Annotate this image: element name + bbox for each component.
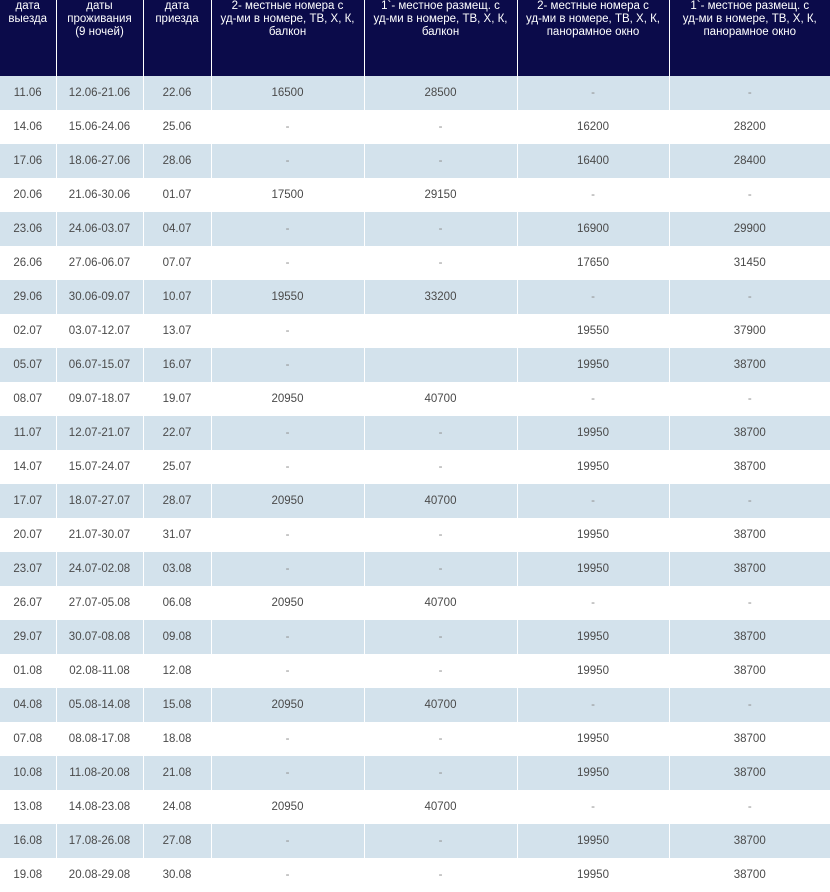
table-cell: 23.06: [0, 212, 56, 246]
table-cell: 30.07-08.08: [56, 620, 143, 654]
table-cell: 31450: [669, 246, 830, 280]
table-cell: 19950: [517, 824, 669, 858]
table-cell: -: [364, 144, 517, 178]
table-cell: 20950: [211, 484, 364, 518]
table-cell: 04.07: [143, 212, 211, 246]
table-cell: 07.07: [143, 246, 211, 280]
table-cell: -: [364, 756, 517, 790]
table-cell: 18.07-27.07: [56, 484, 143, 518]
table-cell: -: [517, 382, 669, 416]
table-cell: -: [211, 314, 364, 348]
table-row: [0, 484, 830, 518]
table-cell: 40700: [364, 688, 517, 722]
table-cell: 15.06-24.06: [56, 110, 143, 144]
table-cell: 14.07: [0, 450, 56, 484]
column-header: даты проживания (9 ночей): [56, 0, 143, 76]
table-cell: 06.07-15.07: [56, 348, 143, 382]
table-cell: 19950: [517, 518, 669, 552]
table-cell: 26.07: [0, 586, 56, 620]
table-cell: 05.07: [0, 348, 56, 382]
column-header: 2- местные номера с уд-ми в номере, ТВ, Х, К, панорамное окно: [517, 0, 669, 76]
table-row: [0, 382, 830, 416]
table-cell: 40700: [364, 484, 517, 518]
table-cell: 38700: [669, 824, 830, 858]
table-cell: 12.07-21.07: [56, 416, 143, 450]
table-cell: 21.07-30.07: [56, 518, 143, 552]
table-cell: 29900: [669, 212, 830, 246]
table-cell: 33200: [364, 280, 517, 314]
table-cell: 04.08: [0, 688, 56, 722]
table-cell: 24.07-02.08: [56, 552, 143, 586]
table-cell: 16.07: [143, 348, 211, 382]
table-cell: -: [211, 858, 364, 892]
table-cell: 19550: [211, 280, 364, 314]
table-cell: -: [211, 144, 364, 178]
table-cell: -: [517, 586, 669, 620]
table-cell: -: [669, 790, 830, 824]
table-cell: 25.06: [143, 110, 211, 144]
column-header: дата приезда: [143, 0, 211, 76]
table-cell: 29.07: [0, 620, 56, 654]
table-cell: 19950: [517, 552, 669, 586]
table-cell: -: [669, 382, 830, 416]
table-row: [0, 722, 830, 756]
table-cell: 26.06: [0, 246, 56, 280]
table-cell: 38700: [669, 416, 830, 450]
table-cell: -: [211, 246, 364, 280]
table-cell: -: [517, 178, 669, 212]
table-cell: 38700: [669, 756, 830, 790]
table-cell: 19.08: [0, 858, 56, 892]
table-row: [0, 178, 830, 212]
table-cell: 27.06-06.07: [56, 246, 143, 280]
table-cell: 28500: [364, 76, 517, 110]
table-cell: -: [364, 246, 517, 280]
table-cell: 38700: [669, 654, 830, 688]
table-cell: 01.07: [143, 178, 211, 212]
table-cell: -: [364, 722, 517, 756]
table-cell: 08.08-17.08: [56, 722, 143, 756]
table-cell: 19950: [517, 450, 669, 484]
table-row: [0, 858, 830, 892]
table-row: [0, 314, 830, 348]
table-cell: 19950: [517, 858, 669, 892]
header-row: [0, 0, 830, 76]
table-cell: -: [669, 586, 830, 620]
column-header: 1`- местное размещ. с уд-ми в номере, ТВ, Х, К, панорамное окно: [669, 0, 830, 76]
table-cell: 01.08: [0, 654, 56, 688]
table-row: [0, 790, 830, 824]
table-row: [0, 586, 830, 620]
table-cell: 12.06-21.06: [56, 76, 143, 110]
table-cell: -: [211, 348, 364, 382]
table-cell: 16900: [517, 212, 669, 246]
table-cell: 14.06: [0, 110, 56, 144]
table-body: [0, 76, 830, 892]
table-cell: 05.08-14.08: [56, 688, 143, 722]
table-cell: 12.08: [143, 654, 211, 688]
table-cell: 21.08: [143, 756, 211, 790]
table-cell: 20.08-29.08: [56, 858, 143, 892]
table-cell: 28.07: [143, 484, 211, 518]
table-cell: 19950: [517, 756, 669, 790]
table-cell: -: [669, 484, 830, 518]
table-cell: 20950: [211, 382, 364, 416]
table-cell: -: [364, 552, 517, 586]
table-cell: 29.06: [0, 280, 56, 314]
table-cell: 17500: [211, 178, 364, 212]
table-row: [0, 824, 830, 858]
table-cell: -: [364, 416, 517, 450]
table-row: [0, 212, 830, 246]
table-row: [0, 416, 830, 450]
table-cell: 22.06: [143, 76, 211, 110]
table-cell: -: [211, 824, 364, 858]
table-cell: 27.07-05.08: [56, 586, 143, 620]
table-cell: 27.08: [143, 824, 211, 858]
table-cell: 38700: [669, 620, 830, 654]
table-cell: [364, 314, 517, 348]
table-cell: 28.06: [143, 144, 211, 178]
table-row: [0, 620, 830, 654]
table-cell: 20.07: [0, 518, 56, 552]
table-cell: 10.08: [0, 756, 56, 790]
table-cell: 22.07: [143, 416, 211, 450]
table-cell: 19950: [517, 416, 669, 450]
table-cell: -: [211, 450, 364, 484]
table-cell: -: [211, 518, 364, 552]
table-cell: 13.07: [143, 314, 211, 348]
table-cell: 23.07: [0, 552, 56, 586]
table-cell: -: [364, 824, 517, 858]
table-cell: 16.08: [0, 824, 56, 858]
table-cell: 40700: [364, 382, 517, 416]
table-cell: 28200: [669, 110, 830, 144]
table-cell: 10.07: [143, 280, 211, 314]
table-cell: 30.08: [143, 858, 211, 892]
table-cell: 17650: [517, 246, 669, 280]
table-cell: 20950: [211, 688, 364, 722]
table-cell: 09.08: [143, 620, 211, 654]
table-row: [0, 144, 830, 178]
table-cell: 15.07-24.07: [56, 450, 143, 484]
table-cell: 31.07: [143, 518, 211, 552]
table-cell: -: [211, 110, 364, 144]
table-cell: -: [364, 654, 517, 688]
table-cell: 19950: [517, 722, 669, 756]
table-cell: 38700: [669, 348, 830, 382]
table-cell: 09.07-18.07: [56, 382, 143, 416]
table-cell: 20950: [211, 790, 364, 824]
table-row: [0, 76, 830, 110]
column-header: 2- местные номера с уд-ми в номере, ТВ, Х, К, балкон: [211, 0, 364, 76]
table-cell: 14.08-23.08: [56, 790, 143, 824]
table-cell: 20950: [211, 586, 364, 620]
table-cell: 08.07: [0, 382, 56, 416]
table-cell: 20.06: [0, 178, 56, 212]
table-cell: -: [211, 416, 364, 450]
table-cell: -: [669, 76, 830, 110]
table-cell: -: [364, 212, 517, 246]
table-cell: 19950: [517, 654, 669, 688]
table-cell: 11.06: [0, 76, 56, 110]
table-cell: 40700: [364, 790, 517, 824]
table-cell: -: [211, 756, 364, 790]
table-cell: [364, 348, 517, 382]
table-cell: 19550: [517, 314, 669, 348]
table-cell: 16400: [517, 144, 669, 178]
table-cell: 03.08: [143, 552, 211, 586]
table-row: [0, 450, 830, 484]
table-cell: 11.08-20.08: [56, 756, 143, 790]
table-row: [0, 552, 830, 586]
table-cell: 11.07: [0, 416, 56, 450]
table-cell: 21.06-30.06: [56, 178, 143, 212]
table-row: [0, 688, 830, 722]
table-cell: -: [211, 212, 364, 246]
table-cell: 38700: [669, 552, 830, 586]
table-cell: -: [211, 722, 364, 756]
table-cell: 24.06-03.07: [56, 212, 143, 246]
table-cell: 28400: [669, 144, 830, 178]
table-cell: -: [669, 178, 830, 212]
table-cell: -: [364, 858, 517, 892]
table-cell: -: [517, 790, 669, 824]
table-cell: -: [364, 110, 517, 144]
table-row: [0, 280, 830, 314]
table-cell: -: [517, 76, 669, 110]
table-cell: 38700: [669, 518, 830, 552]
table-cell: 19950: [517, 620, 669, 654]
table-cell: 19.07: [143, 382, 211, 416]
table-cell: -: [517, 484, 669, 518]
table-row: [0, 518, 830, 552]
table-cell: -: [364, 518, 517, 552]
table-cell: 18.08: [143, 722, 211, 756]
table-cell: 18.06-27.06: [56, 144, 143, 178]
table-cell: 19950: [517, 348, 669, 382]
column-header: дата выезда: [0, 0, 56, 76]
table-cell: -: [517, 280, 669, 314]
table-cell: -: [211, 620, 364, 654]
table-row: [0, 348, 830, 382]
table-cell: 24.08: [143, 790, 211, 824]
table-cell: -: [364, 450, 517, 484]
table-cell: 38700: [669, 450, 830, 484]
table-cell: 30.06-09.07: [56, 280, 143, 314]
table-cell: 02.08-11.08: [56, 654, 143, 688]
table-cell: -: [517, 688, 669, 722]
table-cell: -: [211, 552, 364, 586]
table-header: [0, 0, 830, 76]
table-cell: 07.08: [0, 722, 56, 756]
column-header: 1`- местное размещ. с уд-ми в номере, ТВ, Х, К, балкон: [364, 0, 517, 76]
table-cell: 16200: [517, 110, 669, 144]
table-cell: 03.07-12.07: [56, 314, 143, 348]
table-cell: -: [669, 688, 830, 722]
table-cell: 37900: [669, 314, 830, 348]
table-cell: 15.08: [143, 688, 211, 722]
table-cell: -: [669, 280, 830, 314]
table-cell: 29150: [364, 178, 517, 212]
table-row: [0, 246, 830, 280]
table-cell: 25.07: [143, 450, 211, 484]
table-cell: 17.08-26.08: [56, 824, 143, 858]
table-cell: -: [364, 620, 517, 654]
table-cell: 40700: [364, 586, 517, 620]
table-cell: 16500: [211, 76, 364, 110]
table-row: [0, 654, 830, 688]
table-row: [0, 110, 830, 144]
table-cell: 17.07: [0, 484, 56, 518]
table-cell: 02.07: [0, 314, 56, 348]
table-cell: 38700: [669, 722, 830, 756]
table-cell: 06.08: [143, 586, 211, 620]
table-row: [0, 756, 830, 790]
table-cell: 13.08: [0, 790, 56, 824]
table-cell: 17.06: [0, 144, 56, 178]
table-cell: -: [211, 654, 364, 688]
table-cell: 38700: [669, 858, 830, 892]
